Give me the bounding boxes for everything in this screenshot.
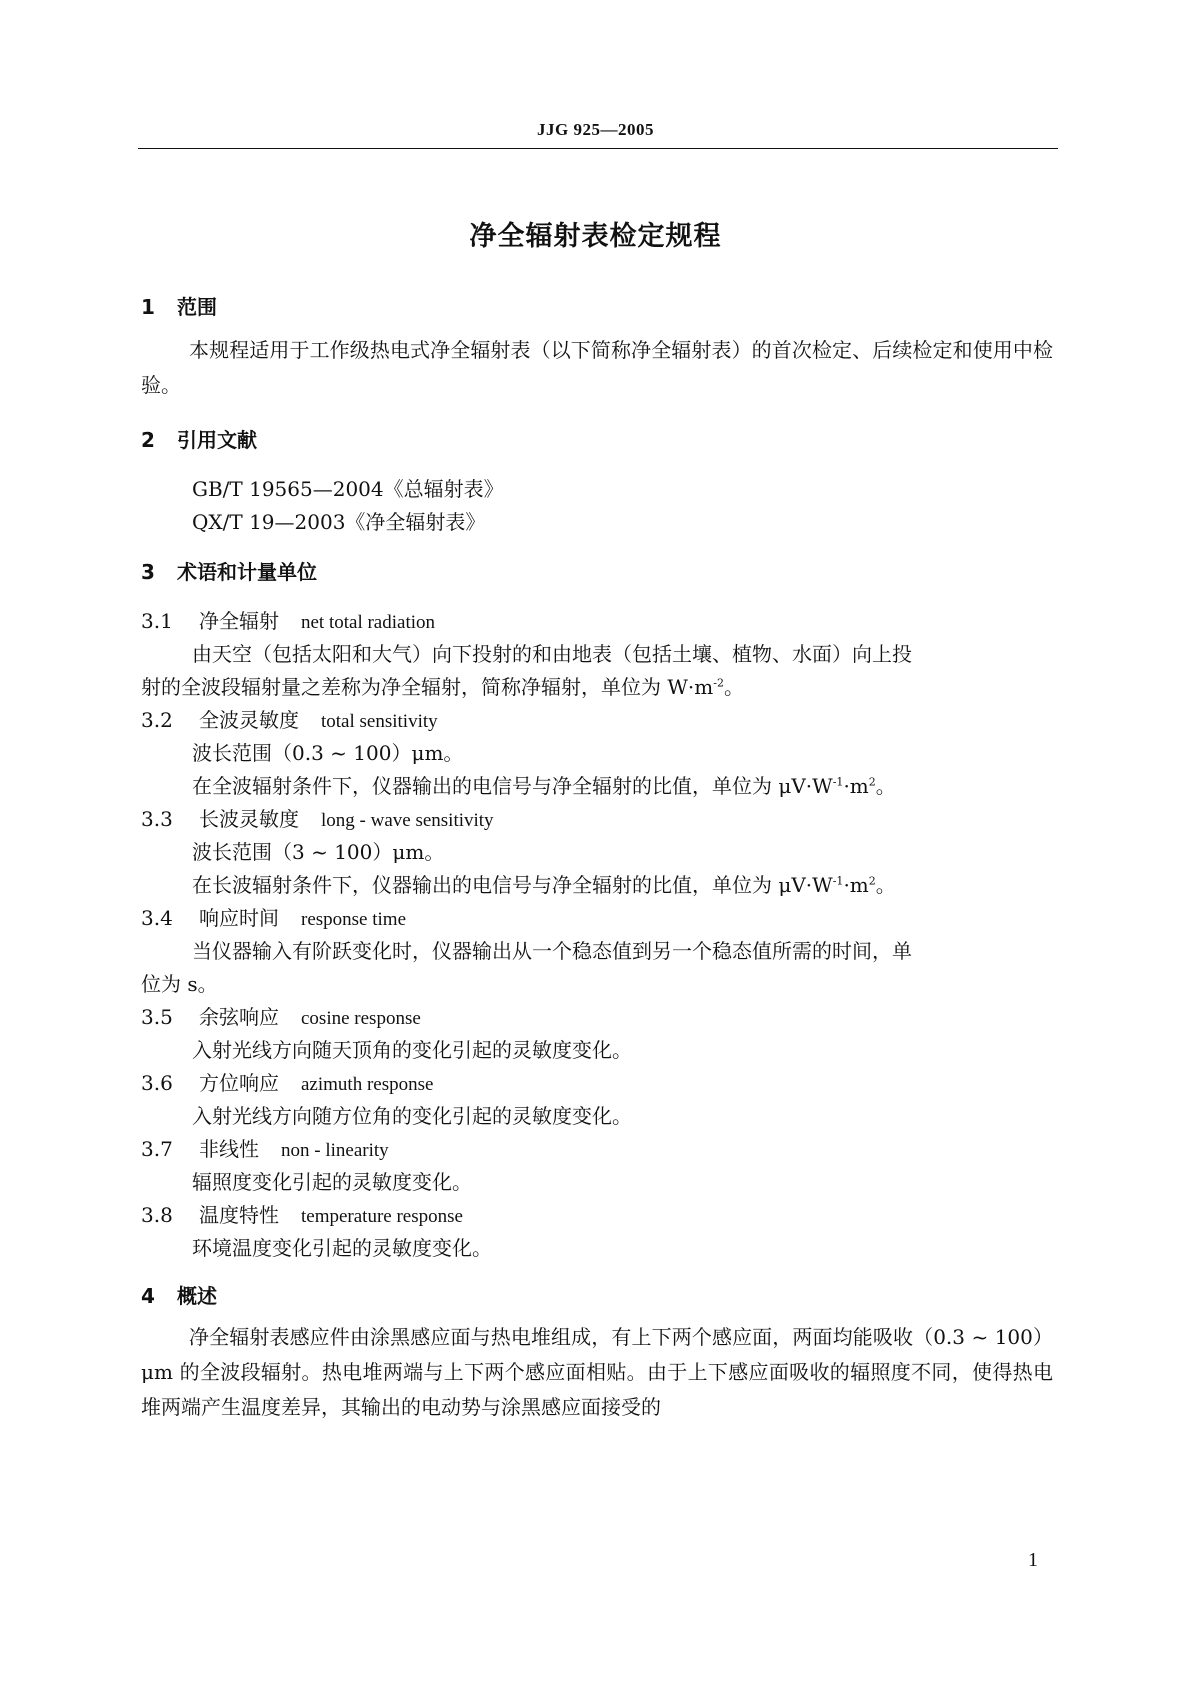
term-zh: 方位响应	[199, 1071, 279, 1095]
reference-item: QX/T 19—2003《净全辐射表》	[192, 510, 486, 534]
section-number: 2	[141, 428, 155, 452]
term-zh: 净全辐射	[199, 609, 279, 633]
term-zh: 非线性	[199, 1137, 259, 1161]
section-title: 引用文献	[177, 428, 257, 452]
scope-paragraph: 本规程适用于工作级热电式净全辐射表（以下简称净全辐射表）的首次检定、后续检定和使用中检验。	[141, 338, 1053, 397]
term-3-2-definition-line: 波长范围（0.3 ~ 100）μm。	[192, 741, 464, 765]
term-3-3-heading	[141, 803, 494, 832]
section-number: 3	[141, 560, 155, 584]
term-3-7-heading	[141, 1133, 389, 1162]
term-en: net total radiation	[301, 612, 436, 633]
term-en: azimuth response	[301, 1074, 434, 1095]
term-en: non - linearity	[281, 1140, 389, 1161]
term-number: 3.1	[141, 609, 173, 633]
term-3-8-definition-line: 环境温度变化引起的灵敏度变化。	[192, 1236, 492, 1260]
section-4-heading	[141, 1280, 217, 1309]
section-title: 术语和计量单位	[177, 560, 317, 584]
section-2-heading	[141, 424, 257, 453]
term-3-5-definition-line: 入射光线方向随天顶角的变化引起的灵敏度变化。	[192, 1038, 632, 1062]
term-3-4-definition-line: 位为 s。	[141, 972, 218, 996]
term-3-1-heading	[141, 605, 435, 634]
term-number: 3.8	[141, 1203, 173, 1227]
document-code-header: JJG 925—2005	[537, 120, 654, 139]
reference-item: GB/T 19565—2004《总辐射表》	[192, 477, 504, 501]
term-3-2-heading	[141, 704, 438, 733]
page-title: 净全辐射表检定规程	[469, 221, 722, 252]
section-title: 范围	[177, 295, 217, 319]
term-en: response time	[301, 909, 407, 930]
term-3-1-definition-line: 射的全波段辐射量之差称为净全辐射，简称净辐射，单位为 $W\cdot m^{-2}$。	[141, 675, 744, 699]
section-1-heading	[141, 291, 217, 320]
term-3-5-heading	[141, 1001, 421, 1030]
term-zh: 温度特性	[199, 1203, 279, 1227]
term-3-6-definition-line: 入射光线方向随方位角的变化引起的灵敏度变化。	[192, 1104, 632, 1128]
term-en: long - wave sensitivity	[321, 810, 494, 831]
term-3-1-definition-line: 由天空（包括太阳和大气）向下投射的和由地表（包括土壤、植物、水面）向上投	[192, 642, 912, 666]
term-3-2-definition-line: 在全波辐射条件下，仪器输出的电信号与净全辐射的比值，单位为 $\mu V\cdot W^{-1}\cdot m^2$。	[192, 774, 896, 798]
overview-paragraph: 净全辐射表感应件由涂黑感应面与热电堆组成，有上下两个感应面，两面均能吸收（0.3 ~ 100）μm 的全波段辐射。热电堆两端与上下两个感应面相贴。由于上下感应面吸收的辐照度不同，使得热电堆两端产生温度差异，其输出的电动势与涂黑感应面接受的	[141, 1325, 1053, 1419]
term-number: 3.3	[141, 807, 173, 831]
term-number: 3.6	[141, 1071, 173, 1095]
term-3-4-heading	[141, 902, 406, 931]
term-3-4-definition-line: 当仪器输入有阶跃变化时，仪器输出从一个稳态值到另一个稳态值所需的时间，单	[192, 939, 912, 963]
section-number: 1	[141, 295, 155, 319]
term-en: total sensitivity	[321, 711, 438, 732]
term-3-7-definition-line: 辐照度变化引起的灵敏度变化。	[192, 1170, 472, 1194]
term-zh: 余弦响应	[199, 1005, 279, 1029]
term-3-3-definition-line: 波长范围（3 ~ 100）μm。	[192, 840, 445, 864]
term-zh: 全波灵敏度	[199, 708, 299, 732]
term-zh: 响应时间	[199, 906, 279, 930]
term-en: cosine response	[301, 1008, 421, 1029]
term-number: 3.4	[141, 906, 173, 930]
term-3-6-heading	[141, 1067, 433, 1096]
term-zh: 长波灵敏度	[199, 807, 299, 831]
page-number: 1	[1028, 1549, 1038, 1571]
term-number: 3.7	[141, 1137, 173, 1161]
section-number: 4	[141, 1284, 155, 1308]
section-title: 概述	[177, 1284, 217, 1308]
header-rule	[138, 148, 1058, 149]
term-number: 3.5	[141, 1005, 173, 1029]
term-3-8-heading	[141, 1199, 463, 1228]
term-3-3-definition-line: 在长波辐射条件下，仪器输出的电信号与净全辐射的比值，单位为 $\mu V\cdot W^{-1}\cdot m^2$。	[192, 873, 896, 897]
term-number: 3.2	[141, 708, 173, 732]
section-3-heading	[141, 556, 317, 585]
term-en: temperature response	[301, 1206, 463, 1227]
